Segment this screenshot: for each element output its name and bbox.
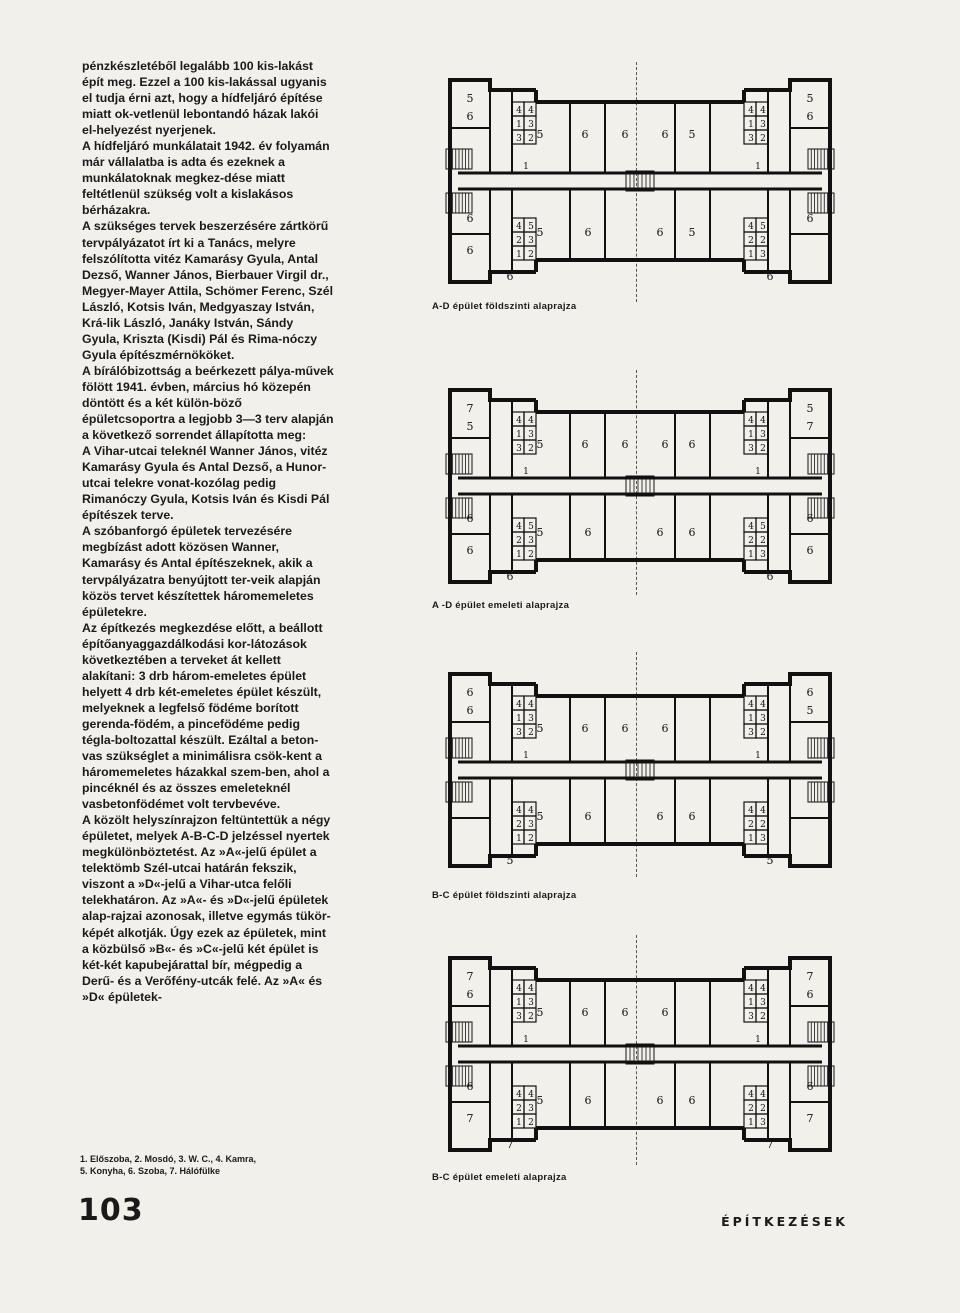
room-label: 6 [766, 570, 774, 583]
room-label: 1 [748, 430, 754, 440]
room-label: 3 [748, 134, 754, 144]
room-label: 7 [806, 420, 814, 433]
room-label: 6 [661, 438, 669, 451]
room-label: 4 [516, 106, 522, 116]
room-label: 3 [516, 444, 522, 454]
paragraph-2: A hídfeljáró munkálatait 1942. év folyamán már vállalatba is adta és ezeknek a munkálatoknak megkez-dése miatt feltétlenül szükség volt a kislakásos bérházakra. [82, 139, 330, 218]
paragraph-8: A közölt helyszínrajzon feltüntettük a négy épületet, melyek A-B-C-D jelzéssel nyertek megkülönböztetést. Az »A«-jelű épület a telektömb Szél-utcai határán fekszik, viszont a »D«-jelű a Vihar-utca felőli telekhatáron. Az »A«- és »D«-jelű épületek alap-rajzai azonosak, illetve egymás tükör-képét alkotják. Úgy ezek az épületek, mint a közbülső »B«- és »C«-jelű két épület is két-két kapubejárattal bír, mégpedig a Derű- és a Verőfény-utcák felé. Az »A« és »D« épületek- [82, 813, 331, 1004]
room-label: 3 [528, 120, 534, 130]
room-label: 5 [536, 526, 544, 539]
room-label: 2 [748, 820, 754, 830]
room-label: 1 [516, 834, 522, 844]
room-label: 3 [528, 236, 534, 246]
room-label: 1 [748, 550, 754, 560]
room-label: 5 [528, 522, 534, 532]
room-label: 3 [760, 1118, 766, 1128]
room-label: 4 [748, 222, 754, 232]
floor-plan-bc-ground [420, 660, 860, 880]
plan-wall [450, 674, 536, 866]
room-label: 3 [760, 714, 766, 724]
floor-plan-drawing [420, 660, 860, 880]
room-label: 4 [748, 806, 754, 816]
room-label: 2 [528, 834, 534, 844]
room-label: 2 [528, 550, 534, 560]
room-label: 5 [806, 92, 814, 105]
room-label: 5 [536, 128, 544, 141]
room-label: 4 [760, 984, 766, 994]
room-label: 2 [760, 1104, 766, 1114]
room-label: 2 [760, 728, 766, 738]
room-label: 1 [523, 1035, 529, 1045]
room-label: 4 [760, 1090, 766, 1100]
plan-caption: A -D épület emeleti alaprajza [432, 600, 570, 611]
room-label: 4 [760, 700, 766, 710]
room-label: 5 [506, 854, 514, 867]
plan-wall [744, 390, 830, 582]
room-label: 6 [656, 526, 664, 539]
plan-caption: B-C épület emeleti alaprajza [432, 1172, 567, 1183]
plan-caption: B-C épület földszinti alaprajza [432, 890, 577, 901]
room-label: 4 [528, 106, 534, 116]
room-label: 6 [766, 270, 774, 283]
room-label: 6 [656, 226, 664, 239]
room-label: 6 [466, 704, 474, 717]
room-label: 3 [528, 1104, 534, 1114]
room-label: 3 [528, 714, 534, 724]
room-label: 1 [516, 250, 522, 260]
room-label: 7 [466, 970, 474, 983]
room-label: 3 [748, 444, 754, 454]
room-label: 6 [466, 1080, 474, 1093]
room-label: 6 [621, 722, 629, 735]
room-label: 4 [516, 700, 522, 710]
room-label: 3 [528, 998, 534, 1008]
room-label: 1 [755, 751, 761, 761]
room-label: 5 [536, 438, 544, 451]
room-label: 6 [581, 438, 589, 451]
room-label: 6 [581, 722, 589, 735]
room-label: 7 [506, 1138, 514, 1151]
room-label: 6 [806, 686, 814, 699]
paragraph-1: pénzkészletéből legalább 100 kis-lakást épít meg. Ezzel a 100 kis-lakással ugyanis el tudja érni azt, hogy a hídfeljáró építése miatt ok-vetlenül lebontandó házak lakói el-helyezést nyerjenek. [82, 59, 327, 138]
room-label: 6 [584, 526, 592, 539]
room-label: 3 [748, 728, 754, 738]
room-label: 1 [516, 1118, 522, 1128]
room-label: 2 [528, 1118, 534, 1128]
room-label: 6 [581, 1006, 589, 1019]
plan-wall [450, 80, 536, 282]
room-label: 5 [536, 226, 544, 239]
room-label: 2 [748, 236, 754, 246]
room-label: 4 [516, 416, 522, 426]
room-label: 5 [466, 420, 474, 433]
floor-plan-ad-upper [420, 376, 860, 596]
room-label: 6 [806, 212, 814, 225]
room-label: 3 [748, 1012, 754, 1022]
room-label: 3 [516, 728, 522, 738]
floor-plan-ad-ground [420, 66, 860, 296]
room-label: 5 [806, 402, 814, 415]
room-label: 7 [806, 970, 814, 983]
paragraph-7: Az építkezés megkezdése előtt, a beállott építőanyaggazdálkodási kor-látozások következtében a terveket át kellett alakítani: 3 drb három-emeletes épület helyett 4 drb két-emeletes épület készült, melyeknek a legfelső födéme borított gerenda-födém, a pincefödéme pedig tégla-boltozattal készült. Ezáltal a beton-vas szükséglet a minimálisra csök-kent a háromemeletes házakkal szem-ben, ahol a pincéknél és az összes emeleteknél vasbetonfödémet volt tervbevéve. [82, 620, 330, 812]
paragraph-3: A szükséges tervek beszerzésére zártkörű tervpályázatot írt ki a Tanács, melyre felszólította vitéz Kamarásy Gyula, Antal Dezső, Wanner János, Bierbauer Virgil dr., Megyer-Mayer Attila, Schömer Ferenc, Szél László, Kotsis Iván, Medgyaszay István, Krá-lik László, Janáky István, Sándy Gyula, Kriszta (Kisdi) Pál és Rima-nóczy Gyula építészmérnököket. [82, 219, 334, 362]
room-label: 2 [748, 536, 754, 546]
room-label: 2 [516, 536, 522, 546]
room-label: 4 [528, 700, 534, 710]
room-label: 4 [528, 806, 534, 816]
room-label: 6 [581, 128, 589, 141]
floor-plan-drawing [420, 66, 860, 296]
room-label: 2 [528, 134, 534, 144]
plan-wall [450, 958, 536, 1150]
room-label: 6 [466, 544, 474, 557]
room-label: 6 [688, 810, 696, 823]
room-label: 4 [516, 806, 522, 816]
room-label: 6 [806, 988, 814, 1001]
room-label: 1 [755, 467, 761, 477]
room-label: 6 [806, 110, 814, 123]
room-label: 2 [516, 1104, 522, 1114]
room-label: 3 [516, 1012, 522, 1022]
room-label: 1 [516, 120, 522, 130]
room-label: 5 [806, 704, 814, 717]
room-label: 2 [760, 820, 766, 830]
room-label: 7 [806, 1112, 814, 1125]
plan-caption: A-D épület földszinti alaprajza [432, 301, 577, 312]
room-label: 1 [523, 467, 529, 477]
room-label: 5 [760, 222, 766, 232]
legend-footnote [80, 1153, 340, 1177]
room-label: 2 [516, 820, 522, 830]
room-label: 3 [760, 998, 766, 1008]
room-label: 4 [516, 222, 522, 232]
plan-wall [744, 958, 830, 1150]
room-label: 6 [506, 570, 514, 583]
room-label: 6 [806, 512, 814, 525]
room-label: 5 [688, 226, 696, 239]
room-label: 5 [466, 92, 474, 105]
room-label: 4 [748, 984, 754, 994]
floor-plan-drawing [420, 944, 860, 1164]
room-label: 3 [760, 250, 766, 260]
room-label: 3 [760, 550, 766, 560]
room-label: 6 [661, 1006, 669, 1019]
room-label: 1 [748, 998, 754, 1008]
room-label: 4 [528, 1090, 534, 1100]
room-label: 6 [806, 1080, 814, 1093]
room-label: 2 [760, 444, 766, 454]
plan-wall [744, 80, 830, 282]
room-label: 4 [748, 1090, 754, 1100]
room-label: 6 [621, 128, 629, 141]
room-label: 4 [748, 700, 754, 710]
floor-plan-bc-upper [420, 944, 860, 1164]
room-label: 2 [528, 1012, 534, 1022]
room-label: 2 [528, 250, 534, 260]
room-label: 5 [536, 1006, 544, 1019]
room-label: 5 [766, 854, 774, 867]
room-label: 4 [760, 106, 766, 116]
room-label: 2 [760, 1012, 766, 1022]
room-label: 6 [584, 226, 592, 239]
room-label: 4 [528, 984, 534, 994]
room-label: 1 [748, 714, 754, 724]
room-label: 6 [466, 512, 474, 525]
room-label: 4 [528, 416, 534, 426]
room-label: 4 [760, 806, 766, 816]
room-label: 4 [516, 984, 522, 994]
room-label: 3 [528, 820, 534, 830]
room-label: 6 [688, 438, 696, 451]
room-label: 6 [584, 1094, 592, 1107]
room-label: 2 [516, 236, 522, 246]
room-label: 5 [528, 222, 534, 232]
room-label: 1 [755, 1035, 761, 1045]
room-label: 6 [661, 128, 669, 141]
room-label: 6 [466, 244, 474, 257]
room-label: 3 [516, 134, 522, 144]
room-label: 6 [661, 722, 669, 735]
room-label: 4 [516, 522, 522, 532]
room-label: 6 [466, 110, 474, 123]
footnote-line-2: 5. Konyha, 6. Szoba, 7. Hálófülke [80, 1166, 221, 1176]
room-label: 7 [466, 402, 474, 415]
room-label: 1 [516, 714, 522, 724]
room-label: 3 [760, 430, 766, 440]
room-label: 4 [516, 1090, 522, 1100]
room-label: 1 [748, 834, 754, 844]
room-label: 1 [755, 162, 761, 172]
room-label: 7 [766, 1138, 774, 1151]
page-number: 103 [78, 1193, 144, 1228]
room-label: 2 [760, 134, 766, 144]
room-label: 4 [748, 106, 754, 116]
room-label: 6 [621, 438, 629, 451]
room-label: 1 [516, 430, 522, 440]
room-label: 5 [536, 722, 544, 735]
room-label: 1 [516, 550, 522, 560]
room-label: 1 [516, 998, 522, 1008]
room-label: 6 [656, 1094, 664, 1107]
room-label: 4 [748, 416, 754, 426]
body-text-column [82, 58, 334, 1005]
room-label: 6 [506, 270, 514, 283]
room-label: 7 [466, 1112, 474, 1125]
room-label: 5 [536, 1094, 544, 1107]
room-label: 1 [748, 1118, 754, 1128]
paragraph-5: A Vihar-utcai teleknél Wanner János, vitéz Kamarásy Gyula és Antal Dezső, a Hunor-utcai telekre vonat-kozólag pedig Rimanóczy Gyula, Kotsis Iván és Kisdi Pál építészek terve. [82, 444, 330, 523]
room-label: 3 [760, 120, 766, 130]
room-label: 5 [760, 522, 766, 532]
room-label: 6 [466, 686, 474, 699]
room-label: 3 [528, 536, 534, 546]
room-label: 6 [806, 544, 814, 557]
room-label: 5 [536, 810, 544, 823]
room-label: 2 [528, 444, 534, 454]
running-title: ÉPÍTKEZÉSEK [721, 1214, 848, 1229]
room-label: 2 [748, 1104, 754, 1114]
room-label: 3 [528, 430, 534, 440]
room-label: 1 [523, 751, 529, 761]
room-label: 2 [760, 536, 766, 546]
room-label: 1 [748, 250, 754, 260]
room-label: 6 [584, 810, 592, 823]
room-label: 6 [621, 1006, 629, 1019]
room-label: 6 [466, 212, 474, 225]
room-label: 6 [688, 1094, 696, 1107]
room-label: 2 [528, 728, 534, 738]
paragraph-4: A bírálóbizottság a beérkezett pálya-művek fölött 1941. évben, március hó közepén döntött és a két külön-böző épületcsoportra a legjobb 3—3 terv alapján a következő sorrendet állapította meg: [82, 363, 334, 443]
plan-wall [744, 674, 830, 866]
room-label: 1 [748, 120, 754, 130]
room-label: 4 [760, 416, 766, 426]
floor-plan-drawing [420, 376, 860, 596]
paragraph-6: A szóbanforgó épületek tervezésére megbízást adott közösen Wanner, Kamarásy és Antal építészeknek, akik a tervpályázatra benyújtott ter-veik alapján közös tervet készítettek háromemeletes épületekre. [82, 524, 321, 619]
room-label: 6 [466, 988, 474, 1001]
room-label: 4 [748, 522, 754, 532]
room-label: 2 [760, 236, 766, 246]
room-label: 3 [760, 834, 766, 844]
plan-wall [450, 390, 536, 582]
room-label: 5 [688, 128, 696, 141]
room-label: 6 [656, 810, 664, 823]
footnote-line-1: 1. Előszoba, 2. Mosdó, 3. W. C., 4. Kamra, [80, 1154, 257, 1164]
room-label: 6 [688, 526, 696, 539]
room-label: 1 [523, 162, 529, 172]
